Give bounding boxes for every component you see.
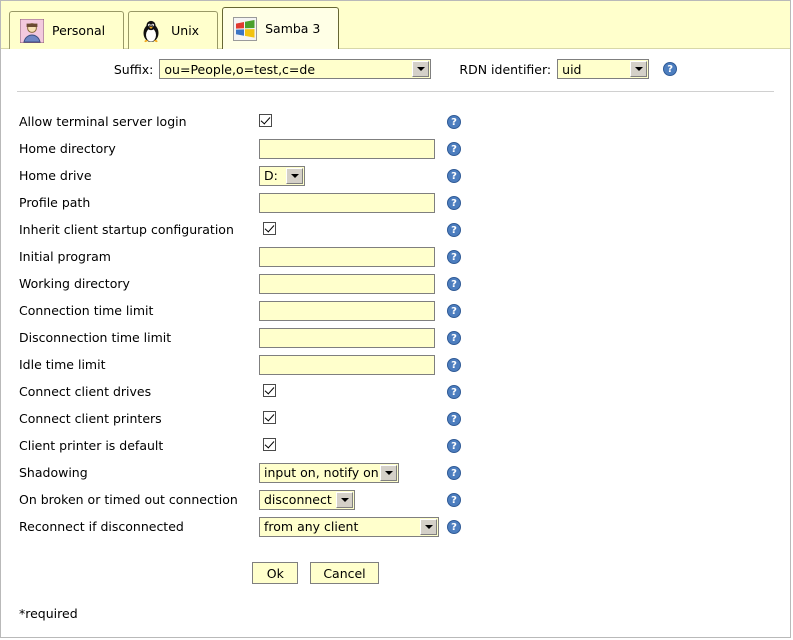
input-home-directory[interactable] — [259, 139, 435, 159]
field-label: Home drive — [19, 168, 92, 183]
help-icon[interactable]: ? — [447, 439, 461, 453]
field-label: Connect client drives — [19, 384, 152, 399]
suffix-row — [1, 49, 790, 87]
form-row — [19, 378, 790, 405]
input-connection-time-limit[interactable] — [259, 301, 435, 321]
field-label: Profile path — [19, 195, 91, 210]
field-label: Connection time limit — [19, 303, 154, 318]
chevron-down-icon[interactable] — [286, 168, 303, 184]
tab-samba-3[interactable] — [222, 7, 339, 49]
field-label: Connect client printers — [19, 411, 162, 426]
form-row — [19, 270, 790, 297]
chevron-down-icon[interactable] — [336, 492, 353, 508]
cancel-button[interactable]: Cancel — [310, 562, 378, 584]
tab-label: Samba 3 — [265, 21, 321, 36]
chevron-down-icon[interactable] — [412, 61, 429, 77]
help-icon[interactable]: ? — [447, 277, 461, 291]
tab-bar — [1, 1, 790, 49]
tab-personal[interactable] — [9, 11, 124, 49]
form-row — [19, 297, 790, 324]
rdn-label: RDN identifier: — [459, 61, 552, 77]
button-row — [1, 562, 790, 584]
chevron-down-icon[interactable] — [630, 61, 647, 77]
help-icon[interactable]: ? — [447, 412, 461, 426]
form-row — [19, 486, 790, 513]
input-working-directory[interactable] — [259, 274, 435, 294]
help-icon[interactable]: ? — [447, 358, 461, 372]
field-label: Working directory — [19, 276, 130, 291]
checkbox-allow-terminal-server-login[interactable] — [259, 114, 272, 127]
tab-unix[interactable] — [128, 11, 218, 49]
person-icon — [20, 19, 44, 43]
form-row — [19, 189, 790, 216]
tab-label: Unix — [171, 23, 200, 38]
checkbox-connect-client-drives[interactable] — [263, 384, 276, 397]
field-label: Idle time limit — [19, 357, 106, 372]
penguin-icon — [139, 19, 163, 43]
windows-icon — [233, 17, 257, 41]
select-value: D: — [264, 168, 278, 183]
form-row — [19, 459, 790, 486]
help-icon[interactable]: ? — [447, 250, 461, 264]
help-icon[interactable]: ? — [447, 223, 461, 237]
checkbox-client-printer-is-default[interactable] — [263, 438, 276, 451]
form-row — [19, 405, 790, 432]
field-label: Inherit client startup configuration — [19, 222, 234, 237]
field-label: On broken or timed out connection — [19, 492, 238, 507]
select-value: from any client — [264, 519, 359, 534]
suffix-select-value: ou=People,o=test,c=de — [164, 61, 316, 77]
help-icon[interactable]: ? — [447, 304, 461, 318]
rdn-identifier-select[interactable] — [557, 59, 649, 79]
help-icon[interactable]: ? — [447, 115, 461, 129]
field-label: Allow terminal server login — [19, 114, 187, 129]
form-row — [19, 351, 790, 378]
field-label: Shadowing — [19, 465, 88, 480]
required-note: *required — [19, 606, 78, 621]
field-label: Initial program — [19, 249, 111, 264]
checkbox-inherit-client-startup-configuration[interactable] — [263, 222, 276, 235]
input-disconnection-time-limit[interactable] — [259, 328, 435, 348]
field-label: Reconnect if disconnected — [19, 519, 184, 534]
form-row — [19, 432, 790, 459]
help-icon[interactable]: ? — [447, 169, 461, 183]
form-row — [19, 243, 790, 270]
select-shadowing[interactable] — [259, 463, 399, 483]
help-icon[interactable]: ? — [663, 62, 677, 76]
form-row — [19, 135, 790, 162]
form-row — [19, 162, 790, 189]
help-icon[interactable]: ? — [447, 520, 461, 534]
help-icon[interactable]: ? — [447, 493, 461, 507]
suffix-select[interactable] — [159, 59, 431, 79]
field-label: Client printer is default — [19, 438, 164, 453]
rdn-select-value: uid — [562, 61, 582, 77]
select-value: input on, notify on — [264, 465, 379, 480]
select-on-broken-or-timed-out-connection[interactable] — [259, 490, 355, 510]
input-initial-program[interactable] — [259, 247, 435, 267]
help-icon[interactable]: ? — [447, 331, 461, 345]
chevron-down-icon[interactable] — [380, 465, 397, 481]
form-row — [19, 216, 790, 243]
samba3-form — [1, 92, 790, 540]
suffix-label: Suffix: — [113, 61, 154, 77]
ok-button[interactable]: Ok — [252, 562, 298, 584]
select-home-drive[interactable] — [259, 166, 305, 186]
checkbox-connect-client-printers[interactable] — [263, 411, 276, 424]
field-label: Disconnection time limit — [19, 330, 172, 345]
form-row — [19, 108, 790, 135]
help-icon[interactable]: ? — [447, 385, 461, 399]
help-icon[interactable]: ? — [447, 466, 461, 480]
select-value: disconnect — [264, 492, 332, 507]
select-reconnect-if-disconnected[interactable] — [259, 517, 439, 537]
field-label: Home directory — [19, 141, 116, 156]
chevron-down-icon[interactable] — [420, 519, 437, 535]
input-idle-time-limit[interactable] — [259, 355, 435, 375]
form-row — [19, 513, 790, 540]
input-profile-path[interactable] — [259, 193, 435, 213]
help-icon[interactable]: ? — [447, 142, 461, 156]
tab-label: Personal — [52, 23, 106, 38]
form-row — [19, 324, 790, 351]
help-icon[interactable]: ? — [447, 196, 461, 210]
